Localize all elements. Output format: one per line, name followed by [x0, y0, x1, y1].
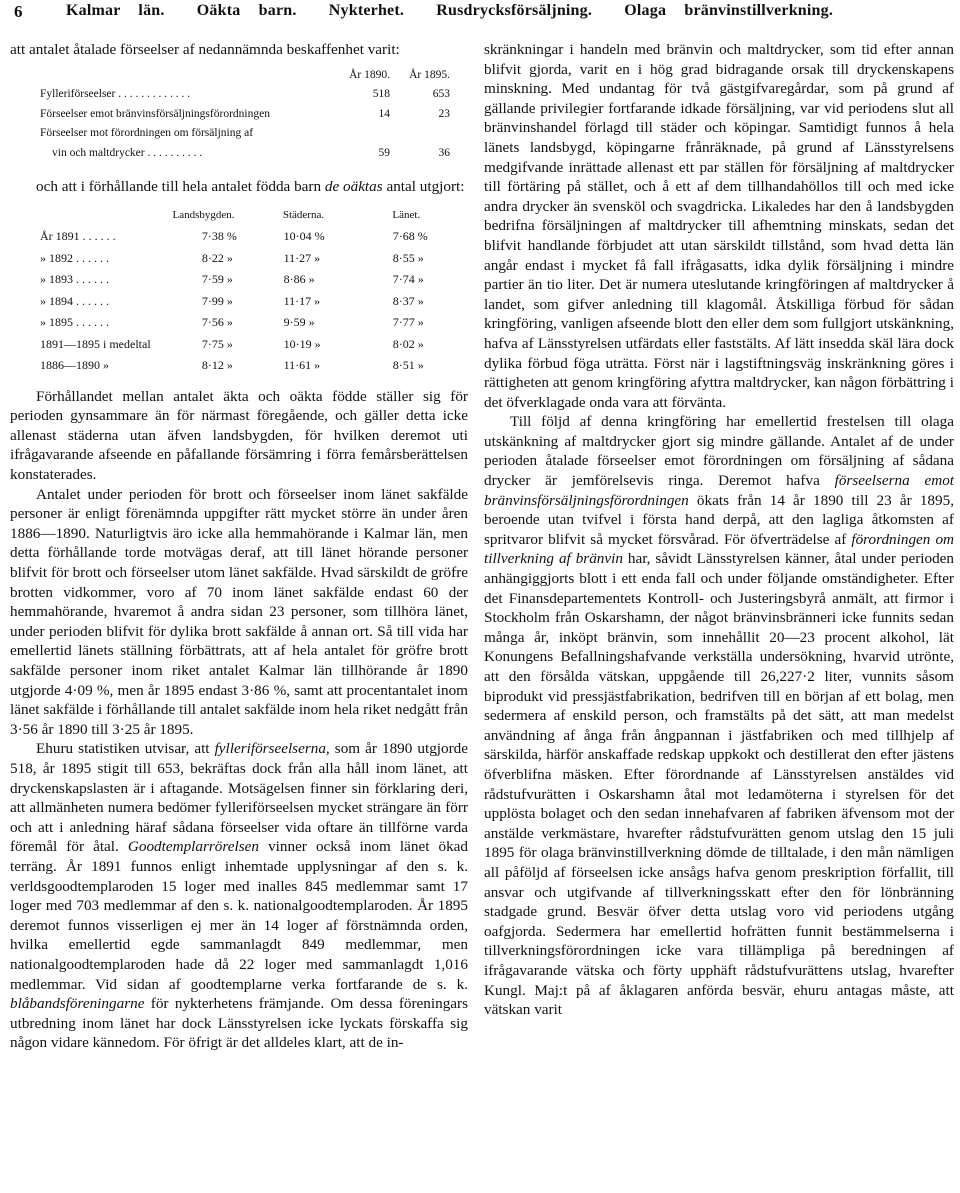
intro-paragraph: att antalet åtalade förseelser af nedannämnda beskaffenhet varit:	[10, 41, 400, 58]
page-number: 6	[14, 2, 23, 21]
paragraph: Antalet under perioden för brott och förseelser inom länet sakfälde personer är enligt förenämnda uppgifter rätt mycket större än under åren 1886—1890. Naturligtvis äro icke alla hemmahörande i Kalmar län, men detta förhållande torde motvägas deraf, att till länet hörande personer blifvit för brott och förseelser utom länet sakfälde. Hvad särskildt de gröfre brotten vidkommer, voro af 70 inom länet sakfälde endast 60 der hemmahörande, hvaremot å andra sidan 23 personer, som tillhöra länet, under perioden blifvit för dylika brott sakfälde å annan ort. Så till vida har emellertid länets ställning förbättrats, att af hela antalet för gröfre brott sakfälde personer inom riket antalet Kalmar län tillhörande år 1890 utgjorde 4·09 %, men år 1895 endast 3·86 %, samt att procentantalet inom länet sakfälde i förhållande till antalet sakfälde inom hela riket nedgått från 3·56 år 1890 till 3·25 år 1895.	[10, 485, 468, 738]
column-header: År 1895.	[409, 68, 450, 81]
cell: 14	[378, 107, 390, 120]
text: vinner också inom länet ökad terräng. År 1891 funnos enligt inhemtade upplysningar af den s. k. verldsgoodtemplaroden 15 loger med inalles 845 medlemmar samt 17 loger med 703 medlemmar af den s. k. nationalgoodtemplaroden. År 1895 deremot funnos visserligen ej mer än 14 loger af förstnämnda orden, hvilka emellertid egde sammanlagdt 849 medlemmar, men nationalgoodtemplaroden hade då 22 loger med sammanlagdt 1,016 medlemmar. Vid sidan af goodtemplarne verka fortfarande de s. k.	[10, 838, 469, 993]
running-title	[66, 2, 847, 20]
cell: 36	[438, 146, 450, 159]
cell: 7·59 »	[201, 272, 233, 287]
cell: 518	[372, 88, 390, 101]
table-row	[10, 144, 468, 164]
cell: 59	[378, 146, 390, 159]
left-column	[10, 40, 468, 1053]
cell: 7·68 %	[392, 229, 428, 244]
running-title-part: Rusdrycksförsäljning.	[436, 2, 593, 19]
paragraph	[484, 412, 954, 1019]
emphasis: förordningen om tillverkning af bränvin	[484, 530, 955, 568]
table-row	[10, 105, 468, 125]
table-row	[10, 226, 468, 248]
offences-table-header	[10, 66, 468, 86]
row-label: » 1892 . . . . . .	[40, 250, 109, 265]
row-label: År 1891 . . . . . .	[40, 229, 116, 244]
cell: 8·51 »	[392, 358, 424, 373]
text: ökats från 14 år 1890 till 23 år 1895, beroende utan tvifvel i första hand derpå, att den lagliga åtkomsten af spritvaror blifvit så mycket försvårad. För öfverträdelse af	[484, 491, 955, 548]
table-row	[10, 312, 468, 334]
cell: 7·75 »	[201, 336, 233, 351]
row-label: » 1895 . . . . . .	[40, 315, 109, 330]
emphasis: Goodtemplarrörelsen	[127, 838, 259, 856]
running-title-part: Nykterhet.	[328, 2, 405, 19]
running-title-part: Olaga bränvinstillverkning.	[624, 2, 834, 19]
right-column	[484, 40, 954, 1020]
cell: 8·37 »	[392, 293, 424, 308]
text: Ehuru statistiken utvisar, att	[36, 740, 210, 758]
cell	[330, 124, 390, 144]
paragraph	[10, 739, 468, 1053]
text: som år 1890 utgjorde 518, år 1895 stigit till 653, bekräftas dock från alla håll inom länet, att dryckenskapslasten är i aftagande. Motsägelsen finner sin förklaring deri, att allmänheten numera bedömer fylleriförseelsen mycket strängare än förr och att i anledning häraf sådana förseelser vida oftare än tillförne varda föremål för åtal.	[10, 740, 469, 856]
row-label: Förseelser mot förordningen om försäljning af	[40, 127, 254, 140]
cell: 653	[432, 88, 450, 101]
text: för nykterhetens främjande. Om dessa föreningars utbredning inom länet har dock Länsstyrelsen icke lyckats förskaffa sig någon vidare kännedom. För öfrigt är det alldeles klart, att de in-	[10, 995, 468, 1052]
table-row	[10, 334, 468, 356]
cell: 7·74 »	[392, 272, 424, 287]
births-intro	[10, 177, 468, 197]
column-header: Länet.	[392, 208, 421, 221]
running-title-part: Oäkta barn.	[196, 2, 297, 19]
row-label: » 1893 . . . . . .	[40, 272, 109, 287]
cell: 11·17 »	[283, 293, 321, 308]
row-label: Fylleriförseelser . . . . . . . . . . . . .	[40, 88, 191, 101]
paragraph: Förhållandet mellan antalet äkta och oäkta födde ställer sig för perioden gynsammare än för närmast föregående, och gäller detta icke allenast städerna utan äfven landsbygden, för hvilken deremot uti ifrågavarande afseende en påfallande försämring i förra femårsberättelsen konstaterades.	[10, 387, 468, 484]
cell: 7·56 »	[201, 315, 233, 330]
table-row	[10, 291, 468, 313]
cell: 8·02 »	[392, 336, 424, 351]
row-label: 1891—1895 i medeltal	[40, 336, 151, 351]
emphasis: blåbandsföreningarne	[10, 995, 145, 1013]
cell: 23	[438, 107, 450, 120]
cell: 8·22 »	[201, 250, 233, 265]
cell: 7·99 »	[201, 293, 233, 308]
row-label: Förseelser emot bränvinsförsäljningsförordningen	[40, 107, 270, 120]
row-label: 1886—1890 »	[40, 358, 109, 373]
cell: 10·04 %	[283, 229, 325, 244]
paragraph: skränkningar i handeln med bränvin och maltdrycker, som tid efter annan blifvit gjorda, varit en i hög grad bidragande orsak till dryckenskapens minskning. Med undantag för två gästgifvaregårdar, som på grund af gällande privilegier fortfarande idkade försäljning, var vid periodens slut all bränvinshandel förlagd till städer och köpingar. Samtidigt funnos å hela länets landsbygd, köpingarne frånräknade, på grund af Länsstyrelsens medgifvande inrättade allenast ett par ställen för försäljning af maltdrycker till förtäring på stället, och å ett af dem tillhandahöllos till och med icke andra drycker än svensköl och svagdricka. Likaledes har den å landsbygden bedrifna försäljningen af maltdrycker till afhemtning minskats, sedan det blifvit handlande förbjudet att utan särskildt tillstånd, som hvad detta län angår endast i mycket få fall ifrågasatts, idka dylik försäljning i mindre partier än tio liter. Det är numera uteslutande kringföringen af maltdrycker å landet, som gifver anledning till klagomål. Åtskilliga förbud för sådan kringföring, vanligen afseende blott den eller dem som fullgjort utskänkning, hafva af Länsstyrelsen utfärdats eller faststälts. Af lätt insedda skäl lära dock dylika förbud föga uträtta. Först när i lagstiftningsväg inskränkning göres i rättigheten att genom kringföring afyttra maltdrycker, kan någon förbättring i det öfverklagade onda vara att förvänta.	[484, 41, 954, 411]
row-label: vin och maltdrycker . . . . . . . . . .	[52, 146, 203, 159]
page-header	[0, 0, 960, 26]
table-row	[10, 85, 468, 105]
emphasis: förseelserna emot bränvinsförsäljningsförordningen	[484, 472, 955, 509]
column-header: År 1890.	[349, 68, 390, 81]
table-row	[10, 269, 468, 291]
text: och att i förhållande till hela antalet födda barn	[36, 178, 322, 196]
column-header: Städerna.	[282, 208, 325, 221]
table-row	[10, 124, 468, 144]
cell: 9·59 »	[283, 315, 315, 330]
cell: 11·27 »	[283, 250, 321, 265]
running-title-part: Kalmar län.	[66, 2, 165, 19]
emphasis: de oäktas	[324, 178, 383, 196]
offences-table	[10, 66, 468, 164]
table-row	[10, 248, 468, 270]
cell: 8·12 »	[201, 358, 233, 373]
emphasis: fylleriförseelserna,	[214, 740, 330, 758]
births-table	[10, 205, 468, 377]
text: Till följd af denna kringföring har emellertid frestelsen till olaga utskänkning af maltdrycker gjort sig mindre gällande. Antalet af de under perioden åtalade förseelser emot förordningen om försäljning af sådana drycker är jemförelsevis ringa. Deremot hafva	[484, 413, 954, 490]
row-label: » 1894 . . . . . .	[40, 293, 109, 308]
cell	[390, 124, 450, 144]
cell: 8·55 »	[392, 250, 424, 265]
cell: 7·38 %	[201, 229, 237, 244]
births-table-header	[10, 205, 468, 227]
cell: 8·86 »	[283, 272, 315, 287]
column-header: Landsbygden.	[172, 208, 235, 221]
cell: 11·61 »	[283, 358, 321, 373]
text: har, såvidt Länsstyrelsen känner, åtal under perioden anhängiggjorts blott i ett enda fall och under följande omständigheter. Efter det Finansdepartementets Kontroll- och Justeringsbyrå anmält, att firmor i Stockholm från Oskarshamn, der något bränvinsbränneri icke funnits sedan många år, inköpt bränvin, som innehållit 20—23 procent alkohol, lät Konungens Befallningshafvande verkställa undersökning, hvarvid utrönte, att den försålda vätskan, uppgående till 26,227·2 liter, vunnits såsom biprodukt vid pressjästfabrikation, bedrifven till en början af ett bolag, men sedermera af enskild person, och framstälts på det sätt, att man medelst användning af ånga från ångpannan i jästfabriken och med tillhjelp af särskilda, härför anskaffade redskap uppkokt och destillerat den efter jästens öfverblifna mäsken. Efter förordnande af Länsstyrelsen anstäldes vid rådstufvurätten i Oskarshamn åtal mot ledamöterna i styrelsen för det upplösta bolaget och den sedan innehafvaren af fabriken äfvensom mot der anstälde verkmästare, hvarefter rådstufvurätten genom utslag den 15 juli 1895 för olaga bränvinstillverkning dömde de tilltalade, i den mån nämligen all påföljd af förseelsen icke ansågs hafva genom preskription förfallit, till ansvar och utgifvande af tillverkningsskatt efter den för lönbränning stadgade grund. Besvär öfver detta utslag voro vid periodens utgång oafgjorda. Sedermera har emellertid hofrätten funnit bestämmelserna i tillverkningsförordningen icke vara tillämpliga på beredningen af ifrågavarande vätska och förty upphäft rådstufvurättens utslag, hvarefter Kungl. Maj:t på af åklagaren anförda besvär, ehuru antagas måste, att vätskan varit	[484, 550, 955, 1019]
cell: 10·19 »	[283, 336, 321, 351]
table-row	[10, 355, 468, 377]
text: antal utgjort:	[386, 178, 465, 196]
cell: 7·77 »	[392, 315, 424, 330]
